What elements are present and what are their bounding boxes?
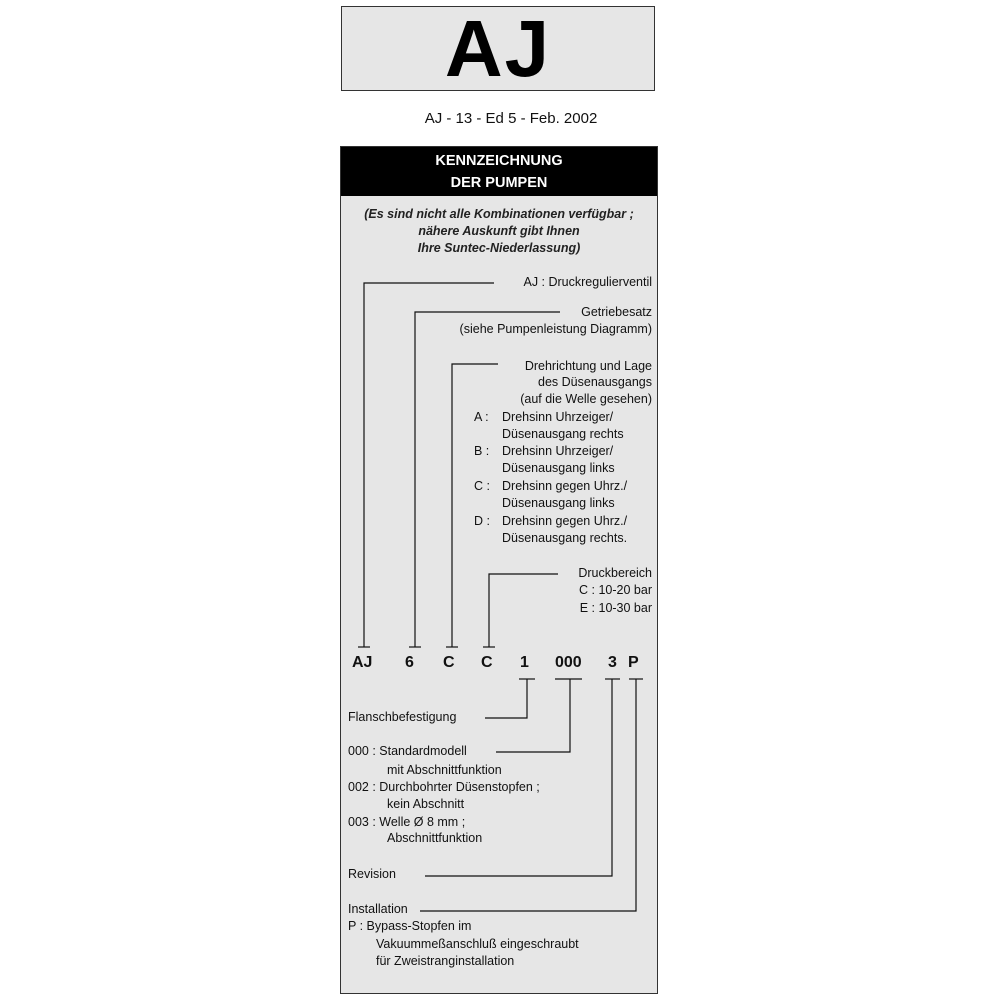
option-b-line-2: Düsenausgang links: [502, 461, 615, 475]
note-line-1: (Es sind nicht alle Kombinationen verfügbar ;: [364, 207, 634, 221]
option-b-line-1: Drehsinn Uhrzeiger/: [502, 444, 614, 458]
opt-003-a: 003 : Welle Ø 8 mm ;: [348, 815, 466, 829]
option-c-line-1: Drehsinn gegen Uhrz./: [502, 479, 628, 493]
install-p-3: für Zweistranginstallation: [376, 954, 515, 968]
code-aj: AJ: [352, 654, 373, 671]
header-line-1: KENNZEICHNUNG: [435, 153, 563, 169]
install-p-1: P : Bypass-Stopfen im: [348, 919, 472, 933]
opt-002-a: 002 : Durchbohrter Düsenstopfen ;: [348, 780, 540, 794]
label-flansch: Flanschbefestigung: [348, 710, 457, 724]
option-c-line-2: Düsenausgang links: [502, 496, 615, 510]
option-c-key: C :: [474, 479, 490, 493]
opt-000-a: 000 : Standardmodell: [348, 744, 467, 758]
note-line-2: nähere Auskunft gibt Ihnen: [418, 224, 580, 238]
label-getriebe-1: Getriebesatz: [581, 305, 652, 319]
code-1: 1: [520, 654, 529, 671]
option-a-line-2: Düsenausgang rechts: [502, 427, 624, 441]
option-b-key: B :: [474, 444, 490, 458]
code-3: 3: [608, 654, 617, 671]
code-c1: C: [443, 654, 455, 671]
label-dreh-2: des Düsenausgangs: [538, 375, 652, 389]
logo-box: [341, 3, 655, 93]
option-d-line-1: Drehsinn gegen Uhrz./: [502, 514, 628, 528]
option-d-line-2: Düsenausgang rechts.: [502, 531, 628, 545]
label-getriebe-2: (siehe Pumpenleistung Diagramm): [459, 322, 652, 336]
label-druck-e: E : 10-30 bar: [579, 601, 652, 615]
label-druck-c: C : 10-20 bar: [579, 583, 652, 597]
header-line-2: DER PUMPEN: [450, 175, 548, 191]
panel-header: [341, 147, 657, 196]
option-d-key: D :: [474, 514, 490, 528]
label-revision: Revision: [348, 867, 396, 881]
code-c2: C: [481, 654, 493, 671]
availability-note: [341, 206, 657, 257]
option-a-key: A :: [474, 410, 489, 424]
option-a-line-1: Drehsinn Uhrzeiger/: [502, 410, 614, 424]
label-druck: Druckbereich: [578, 566, 652, 580]
label-installation: Installation: [348, 902, 408, 916]
document-reference: AJ - 13 - Ed 5 - Feb. 2002: [424, 110, 598, 127]
opt-002-b: kein Abschnitt: [387, 797, 465, 811]
install-p-2: Vakuummeßanschluß eingeschraubt: [376, 937, 579, 951]
label-dreh-1: Drehrichtung und Lage: [524, 359, 652, 373]
logo-text: AJ: [444, 3, 552, 93]
opt-003-b: Abschnittfunktion: [387, 831, 483, 845]
code-000: 000: [555, 654, 582, 671]
code-p: P: [628, 654, 639, 671]
note-line-3: Ihre Suntec-Niederlassung): [417, 241, 581, 255]
opt-000-b: mit Abschnittfunktion: [387, 763, 502, 777]
label-dreh-3: (auf die Welle gesehen): [520, 392, 652, 406]
code-6: 6: [405, 654, 414, 671]
label-aj: AJ : Druckregulierventil: [523, 275, 652, 289]
